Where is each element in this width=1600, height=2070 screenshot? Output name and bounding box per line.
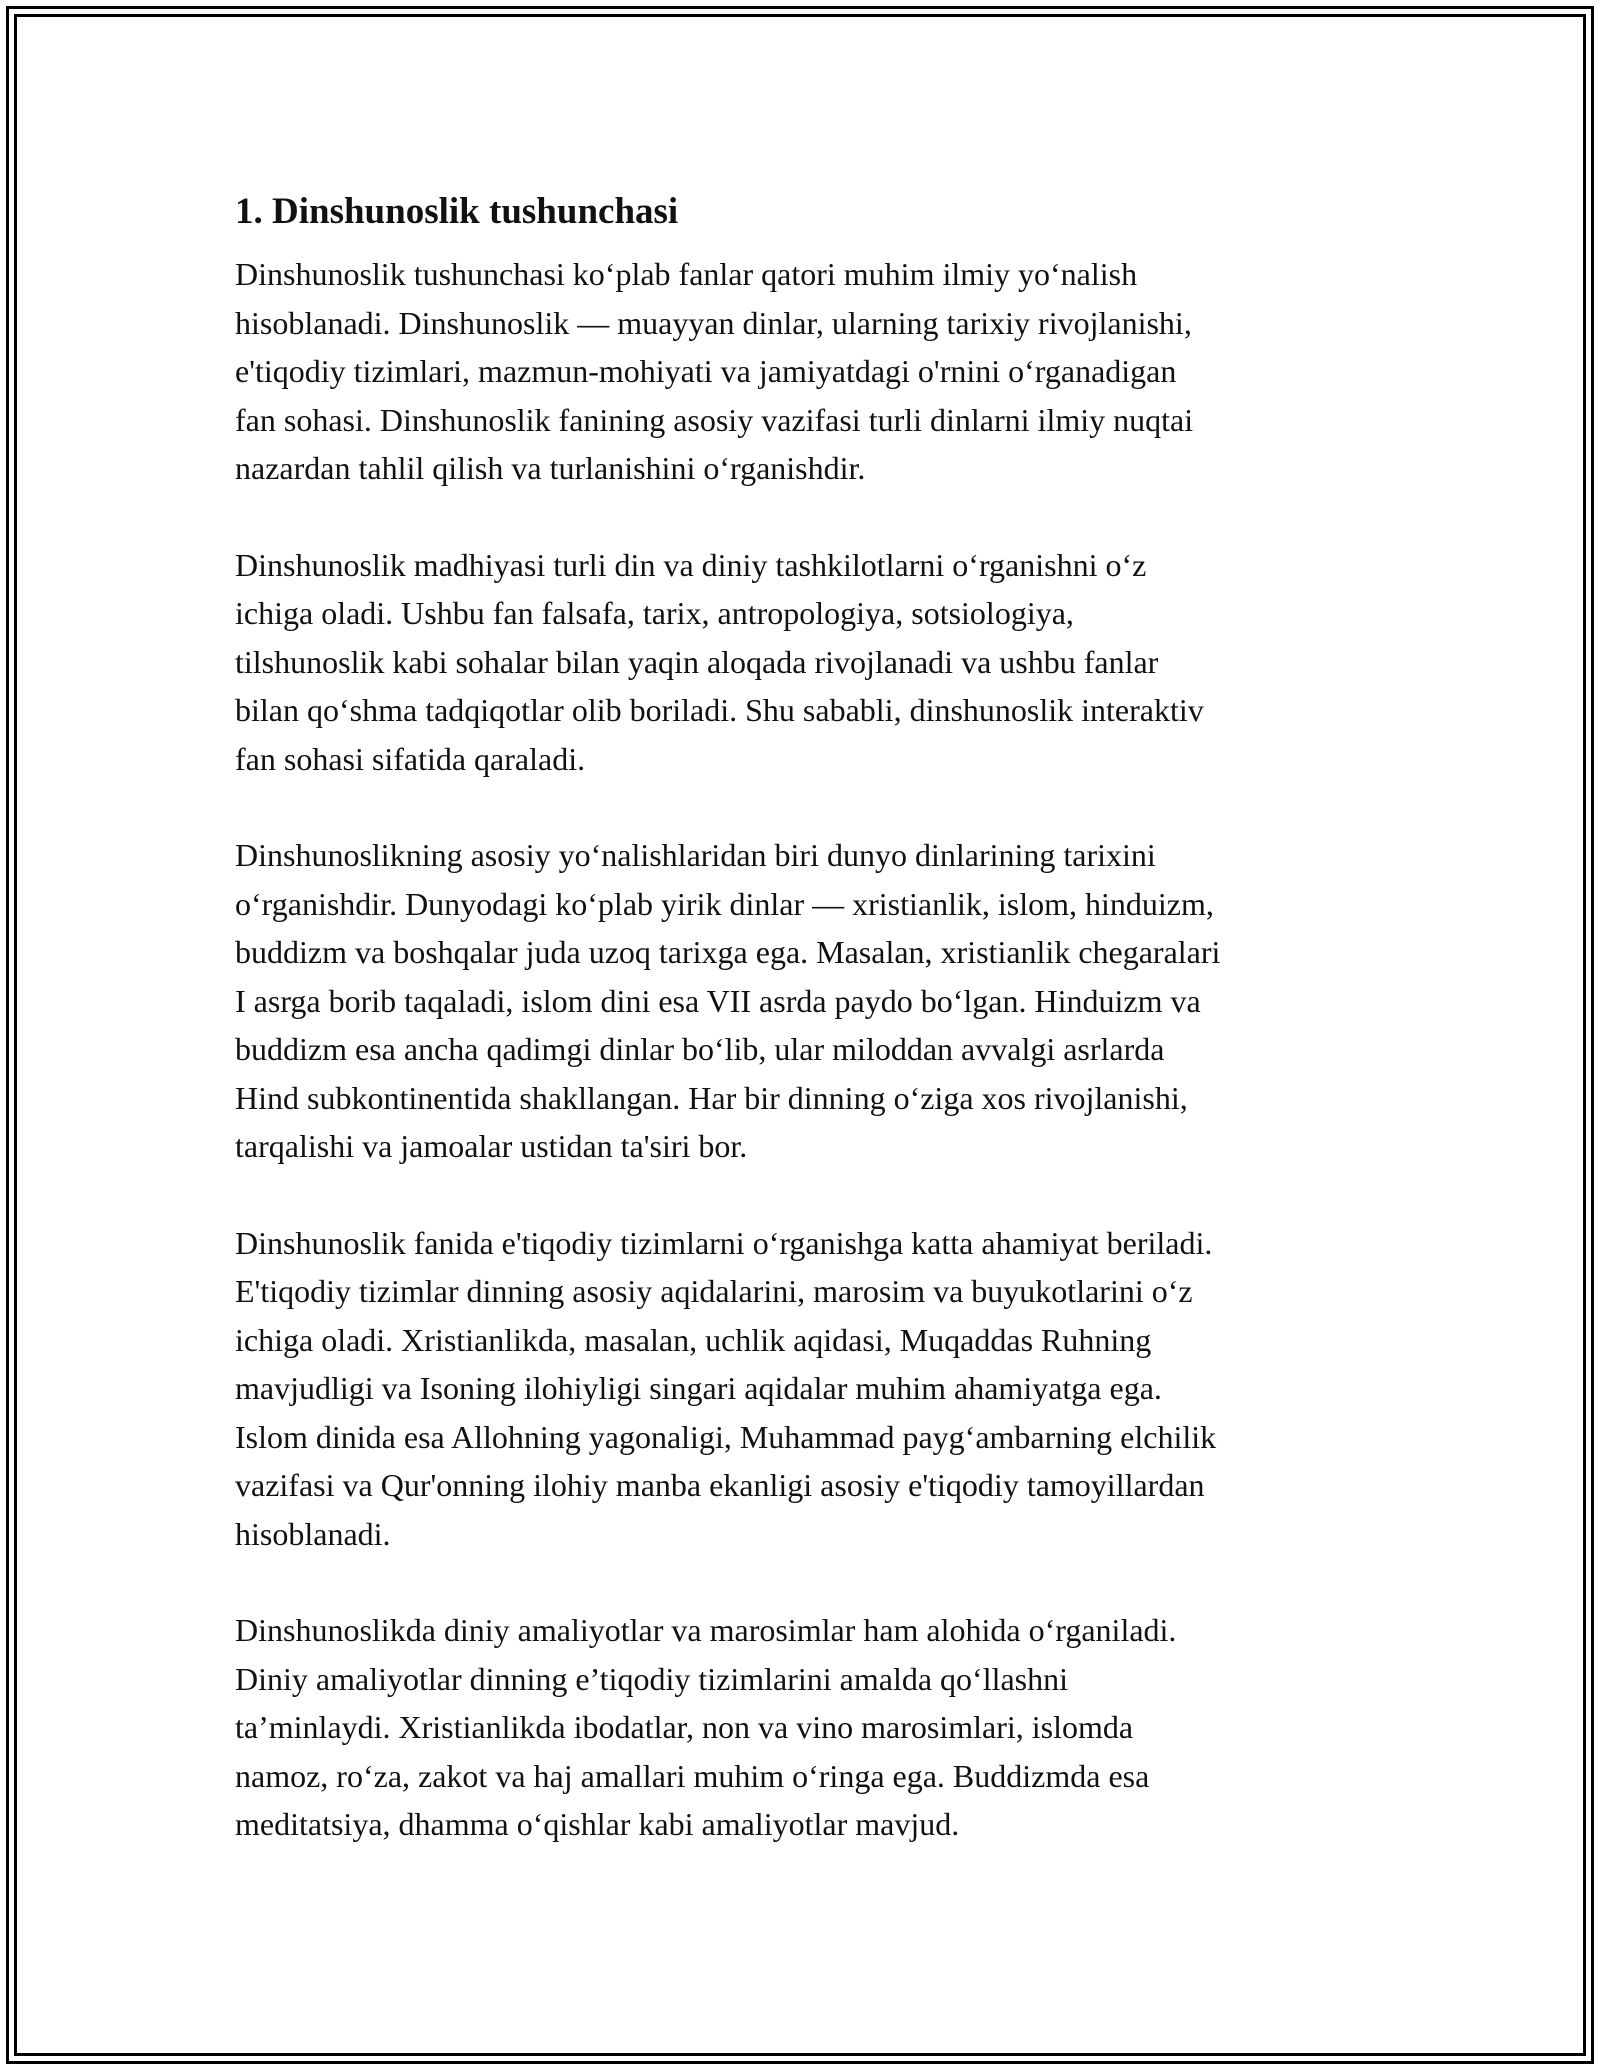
- text-line: Dinshunoslik fanida e'tiqodiy tizimlarni o‘rganishga katta ahamiyat beriladi.: [235, 1224, 1213, 1261]
- text-line: tilshunoslik kabi sohalar bilan yaqin aloqada rivojlanadi va ushbu fanlar: [235, 643, 1159, 680]
- text-line: ichiga oladi. Xristianlikda, masalan, uchlik aqidasi, Muqaddas Ruhning: [235, 1321, 1152, 1358]
- text-line: Dinshunoslik tushunchasi ko‘plab fanlar qatori muhim ilmiy yo‘nalish: [235, 256, 1138, 292]
- text-line: bilan qo‘shma tadqiqotlar olib boriladi. Shu sababli, dinshunoslik interaktiv: [235, 692, 1204, 728]
- text-line: Hind subkontinentida shakllangan. Har bir dinning o‘ziga xos rivojlanishi,: [235, 1079, 1188, 1116]
- text-line: Diniy amaliyotlar dinning e’tiqodiy tizimlarini amalda qo‘llashni: [235, 1660, 1069, 1697]
- document-body: [235, 186, 1380, 1897]
- text-line: tarqalishi va jamoalar ustidan ta'siri bor.: [235, 1128, 748, 1164]
- text-line: buddizm esa ancha qadimgi dinlar bo‘lib, ular miloddan avvalgi asrlarda: [235, 1031, 1165, 1067]
- text-line: o‘rganishdir. Dunyodagi ko‘plab yirik dinlar — xristianlik, islom, hinduizm,: [235, 885, 1214, 922]
- text-line: E'tiqodiy tizimlar dinning asosiy aqidalarini, marosim va buyukotlarini o‘z: [235, 1273, 1193, 1309]
- paragraph: [235, 250, 1380, 493]
- text-line: ichiga oladi. Ushbu fan falsafa, tarix, antropologiya, sotsiologiya,: [235, 595, 1074, 631]
- text-line: Dinshunoslikda diniy amaliyotlar va marosimlar ham alohida o‘rganiladi.: [235, 1612, 1177, 1648]
- text-line: e'tiqodiy tizimlari, mazmun-mohiyati va jamiyatdagi o'rnini o‘rganadigan: [235, 353, 1177, 389]
- text-line: vazifasi va Qur'onning ilohiy manba ekanligi asosiy e'tiqodiy tamoyillardan: [235, 1467, 1205, 1503]
- text-line: hisoblanadi. Dinshunoslik — muayyan dinlar, ularning tarixiy rivojlanishi,: [235, 304, 1192, 341]
- text-line: buddizm va boshqalar juda uzoq tarixga ega. Masalan, xristianlik chegaralari: [235, 934, 1221, 970]
- text-line: hisoblanadi.: [235, 1515, 391, 1552]
- text-line: Islom dinida esa Allohning yagonaligi, Muhammad payg‘ambarning elchilik: [235, 1418, 1217, 1455]
- text-line: Dinshunoslikning asosiy yo‘nalishlaridan biri dunyo dinlarining tarixini: [235, 837, 1156, 873]
- paragraph-list: [235, 250, 1380, 1849]
- paragraph: [235, 1219, 1380, 1559]
- text-line: fan sohasi. Dinshunoslik fanining asosiy vazifasi turli dinlarni ilmiy nuqtai: [235, 401, 1194, 438]
- text-line: meditatsiya, dhamma o‘qishlar kabi amaliyotlar mavjud.: [235, 1806, 960, 1842]
- section-heading: 1. Dinshunoslik tushunchasi: [235, 191, 679, 232]
- text-line: fan sohasi sifatida qaraladi.: [235, 740, 586, 777]
- text-line: Dinshunoslik madhiyasi turli din va diniy tashkilotlarni o‘rganishni o‘z: [235, 546, 1147, 583]
- text-line: mavjudligi va Isoning ilohiyligi singari aqidalar muhim ahamiyatga ega.: [235, 1370, 1162, 1406]
- text-line: ta’minlaydi. Xristianlikda ibodatlar, non va vino marosimlari, islomda: [235, 1709, 1134, 1745]
- text-line: nazardan tahlil qilish va turlanishini o‘rganishdir.: [235, 450, 866, 486]
- text-line: namoz, ro‘za, zakot va haj amallari muhim o‘ringa ega. Buddizmda esa: [235, 1757, 1150, 1794]
- paragraph: [235, 1606, 1380, 1849]
- paragraph: [235, 541, 1380, 784]
- paragraph: [235, 831, 1380, 1171]
- text-line: I asrga borib taqaladi, islom dini esa VII asrda paydo bo‘lgan. Hinduizm va: [235, 982, 1201, 1019]
